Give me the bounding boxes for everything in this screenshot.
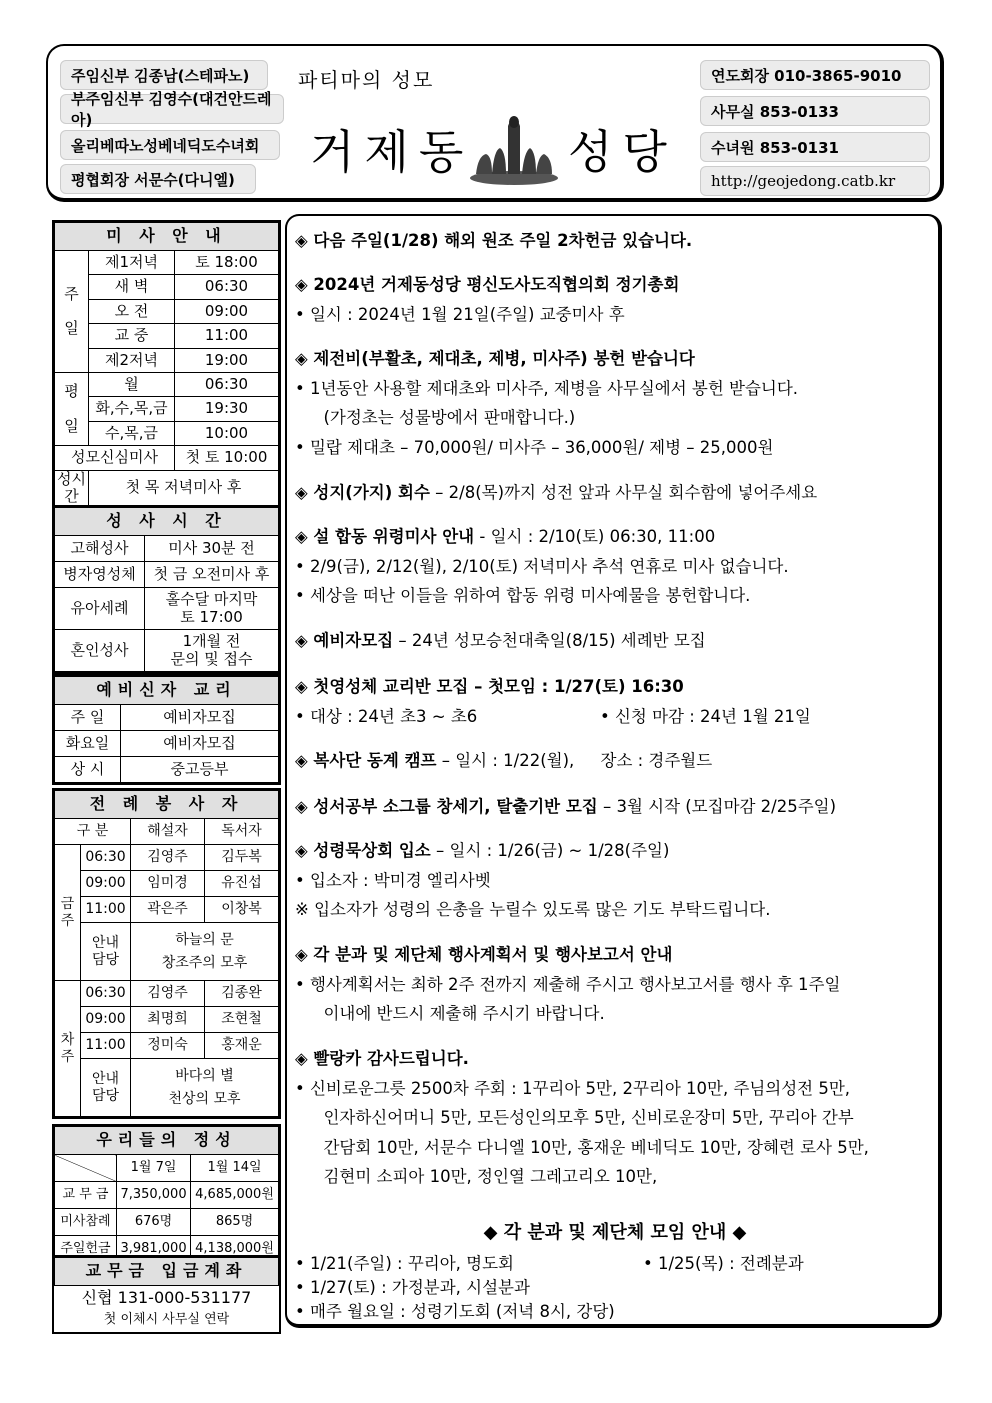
notice-line: • 신청 마감 : 24년 1월 21일 xyxy=(600,706,811,726)
mass-time: 토 18:00 xyxy=(175,251,279,275)
mass-time: 11:00 xyxy=(81,897,131,923)
notice-first-communion xyxy=(295,672,935,731)
offerings-table xyxy=(52,1124,281,1265)
usher-groups: 하늘의 문 창조주의 모후 xyxy=(131,923,279,981)
sacrament-time: 1개월 전 문의 및 접수 xyxy=(145,630,279,672)
notice-heading: ◈ 성령묵상회 입소 xyxy=(295,841,431,860)
account-number: 신협 131-000-531177 xyxy=(81,1287,252,1307)
class-info: 중고등부 xyxy=(121,757,279,783)
notice-line: • 세상을 떠난 이들을 위하여 합동 위령 미사예물을 봉헌합니다. xyxy=(295,586,751,605)
meeting-line: • 1/27(토) : 가정분과, 시설분과 xyxy=(295,1278,530,1297)
notice-palm-collection xyxy=(295,478,935,508)
class-day: 주 일 xyxy=(55,705,121,731)
notice-detail: – 일시 : 1/22(월), 장소 : 경주월드 xyxy=(436,751,713,770)
reader: 조현철 xyxy=(204,1007,278,1033)
offering-value: 865명 xyxy=(191,1209,279,1236)
notice-line: 김현미 소피아 10만, 정인열 그레고리오 10만, xyxy=(313,1167,658,1186)
liturgy-servers-table xyxy=(52,788,281,1119)
mass-name: 새 벽 xyxy=(89,275,175,299)
reader: 홍재운 xyxy=(204,1033,278,1059)
notice-spiritual-bouquet xyxy=(295,1044,935,1192)
mass-day: 월 xyxy=(89,372,175,396)
next-week-label: 차 주 xyxy=(55,981,81,1117)
patron-subtitle: 파티마의 성모 xyxy=(298,68,435,92)
meeting-line: • 1/25(목) : 전례분과 xyxy=(643,1254,804,1273)
mass-day: 수,목,금 xyxy=(89,421,175,445)
notice-heading: ◈ 성지(가지) 회수 xyxy=(295,483,430,502)
parish-title-left: 거제동 xyxy=(310,125,474,179)
notice-detail: – 24년 성모승천대축일(8/15) 세례반 모집 xyxy=(393,631,706,650)
offering-value: 3,981,000 xyxy=(117,1236,191,1263)
notice-line: 인자하신어머니 5만, 모든성인의모후 5만, 신비로운장미 5만, 꾸리아 간부 xyxy=(313,1108,854,1127)
offering-category: 미사참례 xyxy=(55,1209,117,1236)
notice-heading: ◈ 첫영성체 교리반 모집 – 첫모임 : 1/27(토) 16:30 xyxy=(295,677,684,696)
notice-heading: ◈ 2024년 거제동성당 평신도사도직협의회 정기총회 xyxy=(295,275,680,294)
commentator: 정미숙 xyxy=(131,1033,205,1059)
funeral-president-phone: 연도회장 010-3865-9010 xyxy=(700,60,930,90)
meetings-list xyxy=(295,1252,935,1324)
sacrament-name: 고해성사 xyxy=(55,536,145,562)
mass-name: 오 전 xyxy=(89,299,175,323)
offering-category: 교 무 금 xyxy=(55,1182,117,1209)
class-info: 예비자모집 xyxy=(121,705,279,731)
sacrament-name: 혼인성사 xyxy=(55,630,145,672)
sacrament-name: 유아세례 xyxy=(55,588,145,630)
commentator: 김영주 xyxy=(131,981,205,1007)
offerings-title: 우리들의 정성 xyxy=(55,1127,279,1155)
notice-line: • 일시 : 2024년 1월 21일(주일) 교중미사 후 xyxy=(295,304,625,324)
convent-phone: 수녀원 853-0131 xyxy=(700,132,930,162)
mass-time: 06:30 xyxy=(175,372,279,396)
notice-altar-offering xyxy=(295,344,935,462)
notice-detail: - 일시 : 2/10(토) 06:30, 11:00 xyxy=(474,527,716,546)
pastor-label: 주임신부 김종남(스테파노) xyxy=(60,60,268,90)
class-info: 예비자모집 xyxy=(121,731,279,757)
sacrament-name: 병자영성체 xyxy=(55,562,145,588)
notice-line: • 대상 : 24년 초3 ~ 초6 xyxy=(295,706,478,726)
mass-time: 19:30 xyxy=(175,397,279,421)
council-president-label: 평협회장 서문수(다니엘) xyxy=(60,164,256,194)
account-note: 첫 이체시 사무실 연락 xyxy=(103,1312,230,1328)
notice-detail: – 일시 : 1/26(금) ~ 1/28(주일) xyxy=(430,841,670,860)
holy-hour-time: 첫 목 저녁미사 후 xyxy=(89,470,279,506)
notice-line: • 밀랍 제대초 – 70,000원/ 미사주 – 36,000원/ 제병 – 25,000원 xyxy=(295,437,774,457)
catechumen-title: 예비신자 교리 xyxy=(55,677,279,705)
sacraments-title: 성 사 시 간 xyxy=(55,508,279,536)
notices-panel xyxy=(285,214,942,1328)
offering-category: 주일헌금 xyxy=(55,1236,117,1263)
notice-2nd-collection xyxy=(295,226,935,256)
notice-line: • 2/9(금), 2/12(월), 2/10(토) 저녁미사 추석 연휴로 미사 없습니다. xyxy=(295,556,789,576)
notice-line: • 행사계획서는 최하 2주 전까지 제출해 주시고 행사보고서를 행사 후 1주일 xyxy=(295,974,841,994)
notice-line: ※ 입소자가 성령의 은총을 누릴수 있도록 많은 기도 부탁드립니다. xyxy=(295,900,771,919)
notice-line: 간담회 10만, 서문수 다니엘 10만, 홍재운 베네딕도 10만, 장혜련 로사 5만, xyxy=(313,1137,869,1157)
notice-heading: ◈ 설 합동 위령미사 안내 xyxy=(295,527,475,546)
mass-time: 06:30 xyxy=(81,981,131,1007)
sisters-label: 올리베따노성베네딕도수녀회 xyxy=(60,130,280,160)
sacrament-time: 홀수달 마지막 토 17:00 xyxy=(145,588,279,630)
mass-time: 06:30 xyxy=(81,845,131,871)
marian-mass-label: 성모신심미사 xyxy=(55,446,175,470)
sacrament-time: 첫 금 오전미사 후 xyxy=(145,562,279,588)
notice-heading: ◈ 각 분과 및 제단체 행사계획서 및 행사보고서 안내 xyxy=(295,945,673,964)
usher-label: 안내 담당 xyxy=(81,1059,131,1117)
col-header: 해설자 xyxy=(131,819,205,845)
parish-website-link[interactable]: http://geojedong.catb.kr xyxy=(700,166,930,196)
holy-hour-label: 성시간 xyxy=(55,470,89,506)
usher-groups: 바다의 별 천상의 모후 xyxy=(131,1059,279,1117)
notice-line: • 1년동안 사용할 제대초와 미사주, 제병을 사무실에서 봉헌 받습니다. xyxy=(295,378,799,398)
mass-time: 09:00 xyxy=(175,299,279,323)
offering-value: 676명 xyxy=(117,1209,191,1236)
marian-mass-time: 첫 토 10:00 xyxy=(175,446,279,470)
mass-time: 19:00 xyxy=(175,348,279,372)
class-day: 상 시 xyxy=(55,757,121,783)
notice-detail: – 3월 시작 (모집마감 2/25주일) xyxy=(597,797,837,816)
notice-altar-server-camp xyxy=(295,746,935,776)
commentator: 김영주 xyxy=(131,845,205,871)
date-header: 1월 14일 xyxy=(191,1155,279,1182)
notice-bible-study xyxy=(295,792,935,822)
account-title: 교무금 입금계좌 xyxy=(55,1258,279,1286)
offering-value: 4,138,000원 xyxy=(191,1236,279,1263)
sacrament-time: 미사 30분 전 xyxy=(145,536,279,562)
mass-name: 제2저녁 xyxy=(89,348,175,372)
notice-event-reports xyxy=(295,940,935,1029)
dues-account-box xyxy=(52,1255,281,1334)
notice-line: 이내에 반드시 제출해 주시기 바랍니다. xyxy=(313,1004,605,1023)
commentator: 곽은주 xyxy=(131,897,205,923)
praying-figures-logo-icon xyxy=(468,108,560,186)
mass-time: 11:00 xyxy=(81,1033,131,1059)
mass-name: 제1저녁 xyxy=(89,251,175,275)
sacraments-table xyxy=(52,505,281,674)
notice-heading: ◈ 예비자모집 xyxy=(295,631,394,650)
commentator: 최명희 xyxy=(131,1007,205,1033)
commentator: 임미경 xyxy=(131,871,205,897)
meeting-line: • 매주 월요일 : 성령기도회 (저녁 8시, 강당) xyxy=(295,1302,615,1321)
servers-title: 전 례 봉 사 자 xyxy=(55,791,279,819)
notice-detail: – 2/8(목)까지 성전 앞과 사무실 회수함에 넣어주세요 xyxy=(429,483,818,502)
reader: 유진섭 xyxy=(204,871,278,897)
mass-time: 06:30 xyxy=(175,275,279,299)
notice-line: • 신비로운그릇 2500차 주회 : 1꾸리아 5만, 2꾸리아 10만, 주님의성전 5만, xyxy=(295,1078,851,1098)
notice-heading: ◈ 다음 주일(1/28) 해외 원조 주일 2차헌금 있습니다. xyxy=(295,231,693,250)
notice-catechumen-recruit xyxy=(295,626,935,656)
notice-heading: ◈ 제전비(부활초, 제대초, 제병, 미사주) 봉헌 받습니다 xyxy=(295,349,695,368)
reader: 김두복 xyxy=(204,845,278,871)
notice-general-assembly xyxy=(295,270,935,329)
office-phone: 사무실 853-0133 xyxy=(700,96,930,126)
mass-time: 09:00 xyxy=(81,1007,131,1033)
mass-day: 화,수,목,금 xyxy=(89,397,175,421)
notice-heading: ◈ 빨랑카 감사드립니다. xyxy=(295,1049,469,1068)
reader: 이창복 xyxy=(204,897,278,923)
bulletin-header xyxy=(46,44,944,202)
notice-memorial-mass xyxy=(295,522,935,611)
reader: 김종완 xyxy=(204,981,278,1007)
weekday-label: 평 일 xyxy=(55,372,89,445)
parish-title-right: 성당 xyxy=(568,125,677,179)
notice-heading: ◈ 성서공부 소그룹 창세기, 탈출기반 모집 xyxy=(295,797,598,816)
date-header: 1월 7일 xyxy=(117,1155,191,1182)
notice-spirit-retreat xyxy=(295,836,935,925)
notice-heading: ◈ 복사단 동계 캠프 xyxy=(295,751,437,770)
mass-time: 10:00 xyxy=(175,421,279,445)
mass-name: 교 중 xyxy=(89,324,175,348)
notice-line: (가정초는 성물방에서 판매합니다.) xyxy=(313,408,576,427)
class-day: 화요일 xyxy=(55,731,121,757)
mass-time: 09:00 xyxy=(81,871,131,897)
offering-value: 7,350,000 xyxy=(117,1182,191,1209)
this-week-label: 금 주 xyxy=(55,845,81,981)
meeting-line: • 1/21(주일) : 꾸리아, 명도회 xyxy=(295,1254,514,1273)
col-header: 독서자 xyxy=(204,819,278,845)
mass-time: 11:00 xyxy=(175,324,279,348)
diagonal-header-cell xyxy=(55,1155,117,1182)
offering-value: 4,685,000원 xyxy=(191,1182,279,1209)
meetings-title: ◆ 각 분과 및 제단체 모임 안내 ◆ xyxy=(483,1222,747,1243)
catechumen-table xyxy=(52,674,281,785)
usher-label: 안내 담당 xyxy=(81,923,131,981)
mass-schedule-title: 미 사 안 내 xyxy=(55,223,279,251)
sunday-label: 주 일 xyxy=(55,251,89,373)
col-header: 구 분 xyxy=(55,819,131,845)
mass-schedule-table xyxy=(52,220,281,508)
assistant-pastor-label: 부주임신부 김영수(대건안드레아) xyxy=(60,94,284,124)
notice-line: • 입소자 : 박미경 엘리사벳 xyxy=(295,870,491,890)
